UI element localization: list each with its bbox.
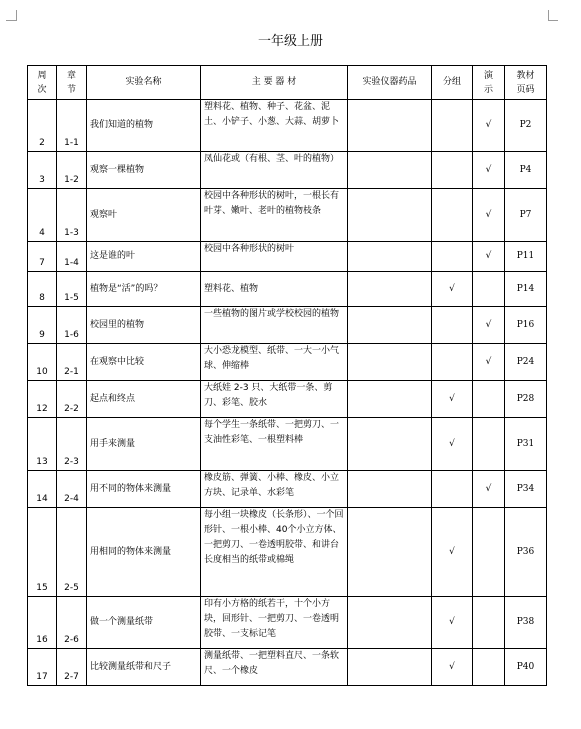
cell-demo xyxy=(473,597,505,649)
cell-instruments xyxy=(348,272,432,307)
cell-demo: √ xyxy=(473,100,505,152)
cell-group: √ xyxy=(432,508,473,597)
cell-page: P7 xyxy=(505,189,547,242)
cell-week: 17 xyxy=(28,649,57,686)
crop-mark-top-left-vertical xyxy=(16,10,17,21)
crop-mark-top-left-horizontal xyxy=(6,20,16,21)
cell-materials: 橡皮筋、弹簧、小棒、橡皮、小立方块、记录单、水彩笔 xyxy=(201,471,348,508)
cell-page: P40 xyxy=(505,649,547,686)
header-chapter xyxy=(57,66,87,100)
cell-materials: 大纸娃 2-3 只、大纸带一条、剪刀、彩笔、胶水 xyxy=(201,381,348,418)
header-demo-line1: 演 xyxy=(483,70,493,81)
cell-group: √ xyxy=(432,649,473,686)
table-row xyxy=(28,597,547,649)
cell-chapter: 2-5 xyxy=(57,508,87,597)
cell-chapter: 2-6 xyxy=(57,597,87,649)
cell-name: 比较测量纸带和尺子 xyxy=(87,649,201,686)
header-instruments: 实验仪器药品 xyxy=(348,66,432,100)
table-row xyxy=(28,307,547,344)
cell-instruments xyxy=(348,242,432,272)
cell-demo xyxy=(473,381,505,418)
experiment-table xyxy=(27,65,547,686)
cell-name: 校园里的植物 xyxy=(87,307,201,344)
table-row xyxy=(28,649,547,686)
cell-name: 在观察中比较 xyxy=(87,344,201,381)
cell-instruments xyxy=(348,471,432,508)
cell-page: P28 xyxy=(505,381,547,418)
header-demo-line2: 示 xyxy=(483,84,493,95)
header-materials: 主 要 器 材 xyxy=(201,66,348,100)
table-row xyxy=(28,344,547,381)
cell-chapter: 1-1 xyxy=(57,100,87,152)
cell-materials: 一些植物的图片或学校校园的植物 xyxy=(201,307,348,344)
cell-name: 我们知道的植物 xyxy=(87,100,201,152)
cell-materials: 校园中各种形状的树叶，一根长有叶芽、嫩叶、老叶的植物枝条 xyxy=(201,189,348,242)
cell-chapter: 2-4 xyxy=(57,471,87,508)
cell-instruments xyxy=(348,100,432,152)
table-row xyxy=(28,189,547,242)
cell-page: P24 xyxy=(505,344,547,381)
cell-demo xyxy=(473,649,505,686)
cell-week: 3 xyxy=(28,152,57,189)
cell-materials: 塑料花、植物、种子、花盆、泥土、小铲子、小葱、大蒜、胡萝卜 xyxy=(201,100,348,152)
cell-chapter: 1-2 xyxy=(57,152,87,189)
table-row xyxy=(28,152,547,189)
cell-group xyxy=(432,242,473,272)
cell-chapter: 2-1 xyxy=(57,344,87,381)
table-row xyxy=(28,471,547,508)
cell-demo: √ xyxy=(473,471,505,508)
cell-name: 用手来测量 xyxy=(87,418,201,471)
cell-instruments xyxy=(348,152,432,189)
table-row xyxy=(28,381,547,418)
cell-demo: √ xyxy=(473,189,505,242)
cell-week: 9 xyxy=(28,307,57,344)
cell-group: √ xyxy=(432,272,473,307)
cell-group xyxy=(432,100,473,152)
cell-name: 用相同的物体来测量 xyxy=(87,508,201,597)
table-row xyxy=(28,242,547,272)
cell-page: P38 xyxy=(505,597,547,649)
cell-materials: 印有小方格的纸若干，十个小方块，回形针、一把剪刀、一卷透明胶带、一支标记笔 xyxy=(201,597,348,649)
cell-chapter: 1-3 xyxy=(57,189,87,242)
cell-week: 13 xyxy=(28,418,57,471)
cell-group xyxy=(432,471,473,508)
header-page-line1: 教材 xyxy=(516,70,535,81)
cell-name: 观察叶 xyxy=(87,189,201,242)
header-week xyxy=(28,66,57,100)
cell-instruments xyxy=(348,381,432,418)
header-page-line2: 页码 xyxy=(516,84,535,95)
cell-demo xyxy=(473,272,505,307)
table-row xyxy=(28,418,547,471)
cell-week: 15 xyxy=(28,508,57,597)
cell-materials: 塑料花、植物 xyxy=(201,272,348,307)
cell-demo: √ xyxy=(473,242,505,272)
cell-name: 观察一棵植物 xyxy=(87,152,201,189)
cell-week: 12 xyxy=(28,381,57,418)
cell-week: 7 xyxy=(28,242,57,272)
header-week-line2: 次 xyxy=(37,84,47,95)
cell-instruments xyxy=(348,597,432,649)
crop-mark-top-right-horizontal xyxy=(548,20,558,21)
cell-instruments xyxy=(348,344,432,381)
cell-group xyxy=(432,307,473,344)
cell-demo: √ xyxy=(473,152,505,189)
header-week-line1: 周 xyxy=(37,70,47,81)
header-demo xyxy=(473,66,505,100)
cell-name: 植物是“活”的吗？ xyxy=(87,272,201,307)
header-name: 实验名称 xyxy=(87,66,201,100)
cell-page: P16 xyxy=(505,307,547,344)
cell-chapter: 1-6 xyxy=(57,307,87,344)
cell-materials: 测量纸带、一把塑料直尺、一条软尺、一个橡皮 xyxy=(201,649,348,686)
cell-week: 4 xyxy=(28,189,57,242)
header-chapter-line1: 章 xyxy=(66,70,76,81)
cell-instruments xyxy=(348,418,432,471)
cell-group xyxy=(432,152,473,189)
cell-page: P31 xyxy=(505,418,547,471)
cell-name: 做一个测量纸带 xyxy=(87,597,201,649)
cell-materials: 每个学生一条纸带、一把剪刀、一支油性彩笔、一根塑料棒 xyxy=(201,418,348,471)
cell-group: √ xyxy=(432,381,473,418)
page-title: 一年级上册 xyxy=(257,34,323,49)
cell-demo: √ xyxy=(473,307,505,344)
cell-group xyxy=(432,189,473,242)
cell-page: P36 xyxy=(505,508,547,597)
cell-instruments xyxy=(348,649,432,686)
header-page xyxy=(505,66,547,100)
cell-page: P14 xyxy=(505,272,547,307)
cell-week: 8 xyxy=(28,272,57,307)
cell-name: 用不同的物体来测量 xyxy=(87,471,201,508)
cell-name: 这是谁的叶 xyxy=(87,242,201,272)
cell-page: P2 xyxy=(505,100,547,152)
cell-page: P34 xyxy=(505,471,547,508)
header-group: 分组 xyxy=(432,66,473,100)
cell-group: √ xyxy=(432,597,473,649)
cell-materials: 大小恐龙模型、纸带、一大一小气球、伸缩棒 xyxy=(201,344,348,381)
cell-demo: √ xyxy=(473,344,505,381)
cell-group xyxy=(432,344,473,381)
cell-week: 10 xyxy=(28,344,57,381)
header-chapter-line2: 节 xyxy=(66,84,76,95)
cell-instruments xyxy=(348,508,432,597)
cell-week: 14 xyxy=(28,471,57,508)
cell-week: 2 xyxy=(28,100,57,152)
cell-chapter: 1-4 xyxy=(57,242,87,272)
cell-page: P4 xyxy=(505,152,547,189)
table-row xyxy=(28,100,547,152)
cell-chapter: 2-2 xyxy=(57,381,87,418)
table-row xyxy=(28,272,547,307)
cell-materials: 凤仙花或（有根、茎、叶的植物） xyxy=(201,152,348,189)
cell-chapter: 1-5 xyxy=(57,272,87,307)
cell-demo xyxy=(473,508,505,597)
cell-instruments xyxy=(348,307,432,344)
cell-page: P11 xyxy=(505,242,547,272)
cell-chapter: 2-7 xyxy=(57,649,87,686)
table-row xyxy=(28,508,547,597)
cell-chapter: 2-3 xyxy=(57,418,87,471)
cell-materials: 每小组一块橡皮（长条形）、一个回形针、一根小棒、40个小立方体、一把剪刀、一卷透明胶带、和讲台长度相当的纸带或棉绳 xyxy=(201,508,348,597)
cell-demo xyxy=(473,418,505,471)
header-row xyxy=(28,66,547,100)
cell-materials: 校园中各种形状的树叶 xyxy=(201,242,348,272)
cell-instruments xyxy=(348,189,432,242)
cell-group: √ xyxy=(432,418,473,471)
cell-name: 起点和终点 xyxy=(87,381,201,418)
cell-week: 16 xyxy=(28,597,57,649)
crop-mark-top-right-vertical xyxy=(548,10,549,21)
